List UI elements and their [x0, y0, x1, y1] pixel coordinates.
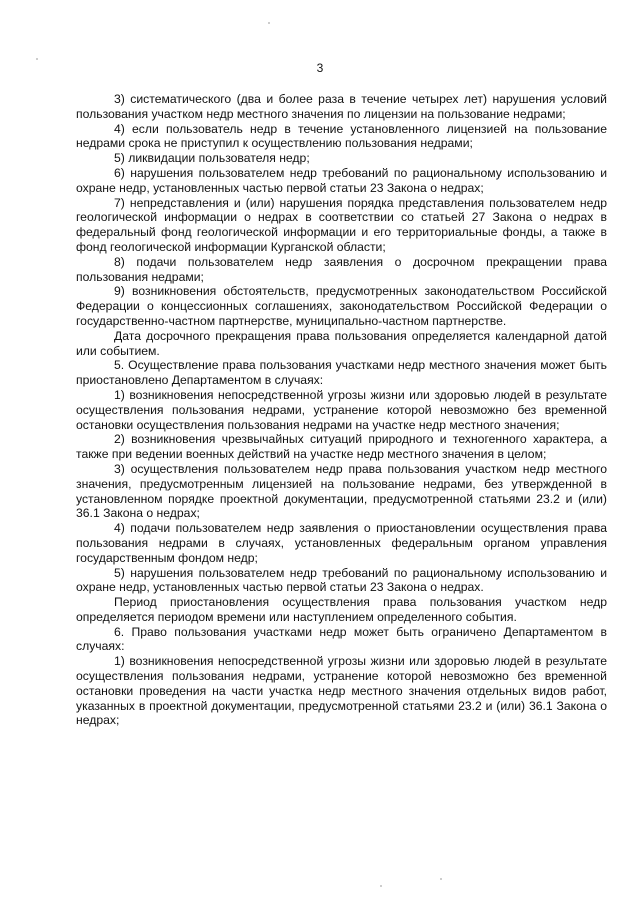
paragraph-item-3: 3) систематического (два и более раза в течение четырех лет) нарушения условий пользования участком недр местного значения по лицензии на пользование недрами; — [76, 92, 607, 121]
paragraph-section-6-item-1: 1) возникновения непосредственной угрозы жизни или здоровью людей в результате осуществления пользования недрами, устранение которой невозможно без временной остановки проведения на части участка недр местного значения отдельных видов работ, указанных в проектной документации, предусмотренной статьями 23.2 и (или) 36.1 Закона о недрах; — [76, 654, 607, 728]
paragraph-section-5-item-1: 1) возникновения непосредственной угрозы жизни или здоровью людей в результате осуществления пользования недрами, устранение которой невозможно без временной остановки осуществления пользования недрами на участке недр местного значения; — [76, 387, 607, 432]
paragraph-section-5-item-5: 5) нарушения пользователем недр требований по рациональному использованию и охране недр, установленных частью первой статьи 23 Закона о недрах. — [76, 565, 607, 595]
paragraph-item-7: 7) непредставления и (или) нарушения порядка представления пользователем недр геологической информации о недрах в соответствии со статьей 27 Закона о недрах в федеральный фонд геологической информации и его территориальные фонды, а также в фонд геологической информации Курганской области; — [76, 195, 607, 254]
paragraph-item-8: 8) подачи пользователем недр заявления о досрочном прекращении права пользования недрами; — [76, 254, 607, 284]
paragraph-item-5: 5) ликвидации пользователя недр; — [114, 151, 310, 166]
paragraph-section-5: 5. Осуществление права пользования участками недр местного значения может быть приостановлено Департаментом в случаях: — [76, 358, 607, 388]
scan-speck — [380, 885, 382, 887]
paragraph-termination-date: Дата досрочного прекращения права пользования определяется календарной датой или событием. — [76, 328, 607, 358]
paragraph-item-9: 9) возникновения обстоятельств, предусмотренных законодательством Российской Федерации о концессионных соглашениях, законодательством Российской Федерации о государственно-частном партнерстве, муниципально-частном партнерстве. — [76, 284, 607, 328]
paragraph-item-4: 4) если пользователь недр в течение установленного лицензией на пользование недрами срока не приступил к осуществлению пользования недрами; — [76, 121, 607, 151]
paragraph-suspension-period: Период приостановления осуществления права пользования участком недр определяется периодом времени или наступлением определенного события. — [76, 595, 607, 624]
paragraph-section-5-item-4: 4) подачи пользователем недр заявления о приостановлении осуществления права пользования недрами в случаях, установленных федеральным органом управления государственным фондом недр; — [76, 521, 607, 565]
paragraph-section-5-item-3: 3) осуществления пользователем недр права пользования участком недр местного значения, предусмотренным лицензией на пользование недрами, без утвержденной в установленном порядке проектной документации, предусмотренной статьями 23.2 и (или) 36.1 Закона о недрах; — [76, 461, 607, 521]
paragraph-section-5-item-2: 2) возникновения чрезвычайных ситуаций природного и техногенного характера, а также при ведении военных действий на участке недр местного значения в целом; — [76, 432, 607, 462]
scan-speck — [440, 878, 442, 880]
paragraph-section-6: 6. Право пользования участками недр может быть ограничено Департаментом в случаях: — [76, 624, 607, 654]
paragraph-item-6: 6) нарушения пользователем недр требований по рациональному использованию и охране недр, установленных частью первой статьи 23 Закона о недрах; — [76, 165, 607, 195]
page-number: 3 — [316, 61, 324, 75]
scan-speck — [268, 22, 270, 24]
scan-speck — [36, 58, 38, 60]
document-body — [76, 92, 607, 728]
